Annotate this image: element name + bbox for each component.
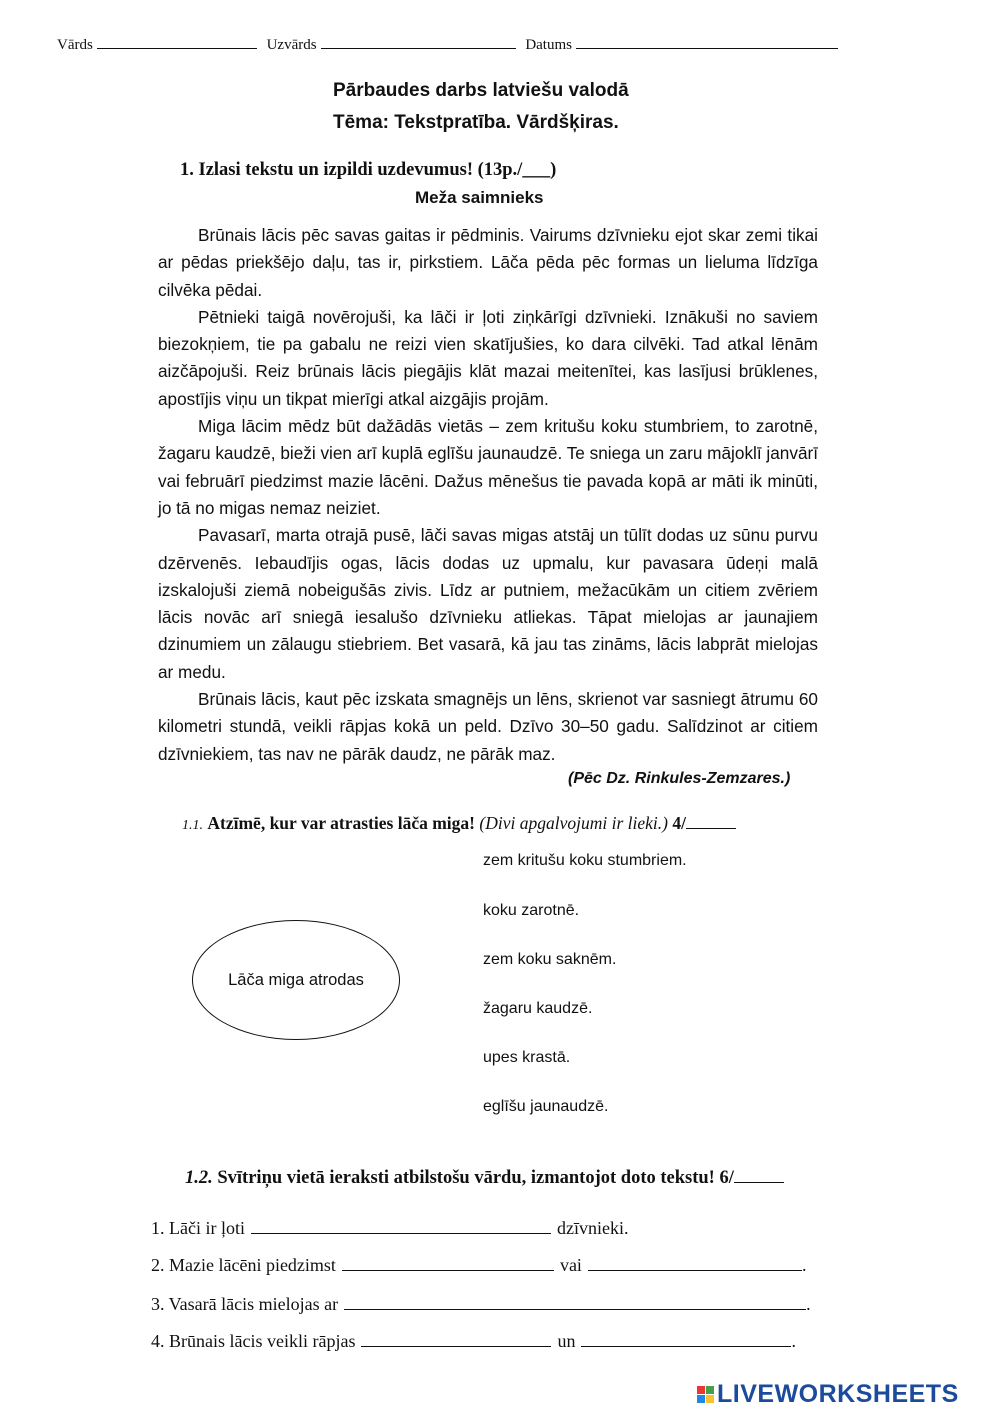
option-item[interactable]: žagaru kaudzē. xyxy=(483,1000,593,1017)
story-paragraph: Brūnais lācis, kaut pēc izskata smagnējs un lēns, skrienot var sasniegt ātrumu 60 kilometri stundā, veikli rāpjas kokā un peld. Dzīvo 30–50 gadu. Salīdzinot ar citiem dzīvniekiem, tas nav ne pārāk daudz, ne pārāk maz. xyxy=(158,689,818,764)
blank-input[interactable] xyxy=(581,1332,791,1347)
task12-heading xyxy=(185,1168,784,1189)
option-item[interactable]: zem kritušu koku stumbriem. xyxy=(483,852,687,869)
option-item[interactable]: eglīšu jaunaudzē. xyxy=(483,1098,609,1115)
brand-icon xyxy=(697,1386,714,1403)
story-paragraph: Pētnieki taigā novērojuši, ka lāči ir ļoti ziņkārīgi dzīvnieki. Iznākuši no saviem biezokņiem, tie pa gabalu ne reizi vien skatījušies, ko dara cilvēki. Tad atkal lēnām aizčāpojuši. Reiz brūnais lācis piegājis klāt mazai meitenītei, kas lasījusi brūklenes, apostījis viņu un tikpat mierīgi atkal aizgājis projām. xyxy=(158,306,818,409)
page-subtitle: Tēma: Tekstpratība. Vārdšķiras. xyxy=(333,112,619,133)
center-ellipse xyxy=(192,920,400,1040)
center-label: Lāča miga atrodas xyxy=(228,970,364,989)
student-info-row xyxy=(57,36,957,54)
blank-input[interactable] xyxy=(251,1219,551,1234)
date-field[interactable] xyxy=(576,36,838,49)
sentence-text: vai xyxy=(559,1255,582,1275)
sentence-text: un xyxy=(557,1331,576,1351)
blank-input[interactable] xyxy=(344,1295,806,1310)
task11-heading xyxy=(182,813,736,834)
task12-instruction: Svītriņu vietā ieraksti atbilstošu vārdu, izmantojot doto tekstu! 6/ xyxy=(217,1168,734,1188)
logo-square xyxy=(697,1386,705,1394)
option-item[interactable]: upes krastā. xyxy=(483,1049,571,1066)
blank-input[interactable] xyxy=(588,1256,802,1271)
task12-number: 1.2. xyxy=(185,1168,213,1188)
fill-sentence-4 xyxy=(151,1331,796,1352)
logo-square xyxy=(697,1395,705,1403)
first-name-field[interactable] xyxy=(97,36,257,49)
task1-heading: 1. Izlasi tekstu un izpildi uzdevumus! (13p./___) xyxy=(180,160,557,180)
sentence-text: . xyxy=(806,1294,811,1314)
task11-note: (Divi apgalvojumi ir lieki.) xyxy=(479,813,668,833)
story-paragraph: Brūnais lācis pēc savas gaitas ir pēdminis. Vairums dzīvnieku ejot skar zemi tikai ar pēdas priekšējo daļu, tas ir, pirkstiem. Lāča pēda pēc formas un lieluma līdzīga cilvēka pēdai. xyxy=(158,225,818,300)
sentence-text: 4. Brūnais lācis veikli rāpjas xyxy=(151,1331,356,1351)
story-text xyxy=(158,222,818,768)
fill-sentence-1 xyxy=(151,1218,628,1239)
liveworksheets-logo xyxy=(697,1380,959,1409)
option-item[interactable]: zem koku saknēm. xyxy=(483,951,617,968)
first-name-label: Vārds xyxy=(57,37,93,53)
task11-number: 1.1. xyxy=(182,818,203,833)
task11-instruction: Atzīmē, kur var atrasties lāča miga! xyxy=(207,813,476,833)
story-paragraph: Miga lācim mēdz būt dažādās vietās – zem kritušu koku stumbriem, to zarotnē, žagaru kaudzē, bieži vien arī kuplā eglīšu jaunaudzē. Te sniega un zaru mājoklī janvārī vai februārī piedzimst mazie lācēni. Dažus mēnešus tie pavada kopā ar māti ik minūti, jo tā no migas nemaz neiziet. xyxy=(158,416,818,518)
sentence-text: 3. Vasarā lācis mielojas ar xyxy=(151,1294,339,1314)
blank-input[interactable] xyxy=(361,1332,551,1347)
option-item[interactable]: koku zarotnē. xyxy=(483,902,580,919)
logo-square xyxy=(706,1386,714,1394)
fill-sentence-3 xyxy=(151,1294,811,1315)
task12-score-field[interactable] xyxy=(734,1168,784,1183)
story-paragraph: Pavasarī, marta otrajā pusē, lāči savas migas atstāj un tūlīt dodas uz sūnu purvu dzērvenēs. Iebaudījis ogas, lācis dodas uz upmalu, kur pavasara ūdeņi malā izskalojuši ziemā nobeigušās zivis. Līdz ar putniem, mežacūkām un citiem zvēriem lācis novāc arī sniegā iesalušo dzīvnieku atliekas. Tāpat mielojas ar jaunajiem dzinumiem un zālaugu stiebriem. Bet vasarā, kā jau tas zināms, lācis labprāt mielojas ar medu. xyxy=(158,525,818,682)
story-source: (Pēc Dz. Rinkules-Zemzares.) xyxy=(568,770,791,787)
page-title: Pārbaudes darbs latviešu valodā xyxy=(333,80,629,101)
sentence-text: . xyxy=(791,1331,796,1351)
blank-input[interactable] xyxy=(342,1256,554,1271)
sentence-text: 2. Mazie lācēni piedzimst xyxy=(151,1255,336,1275)
fill-sentence-2 xyxy=(151,1255,806,1276)
sentence-text: 1. Lāči ir ļoti xyxy=(151,1218,245,1238)
brand-name: LIVEWORKSHEETS xyxy=(717,1380,959,1408)
task11-score-field[interactable] xyxy=(686,814,736,829)
last-name-field[interactable] xyxy=(321,36,516,49)
story-title: Meža saimnieks xyxy=(415,188,544,207)
date-label: Datums xyxy=(525,37,572,53)
sentence-text: dzīvnieki. xyxy=(556,1218,629,1238)
last-name-label: Uzvārds xyxy=(266,37,317,53)
logo-square xyxy=(706,1395,714,1403)
sentence-text: . xyxy=(801,1255,807,1275)
task11-points: 4/ xyxy=(672,813,686,833)
